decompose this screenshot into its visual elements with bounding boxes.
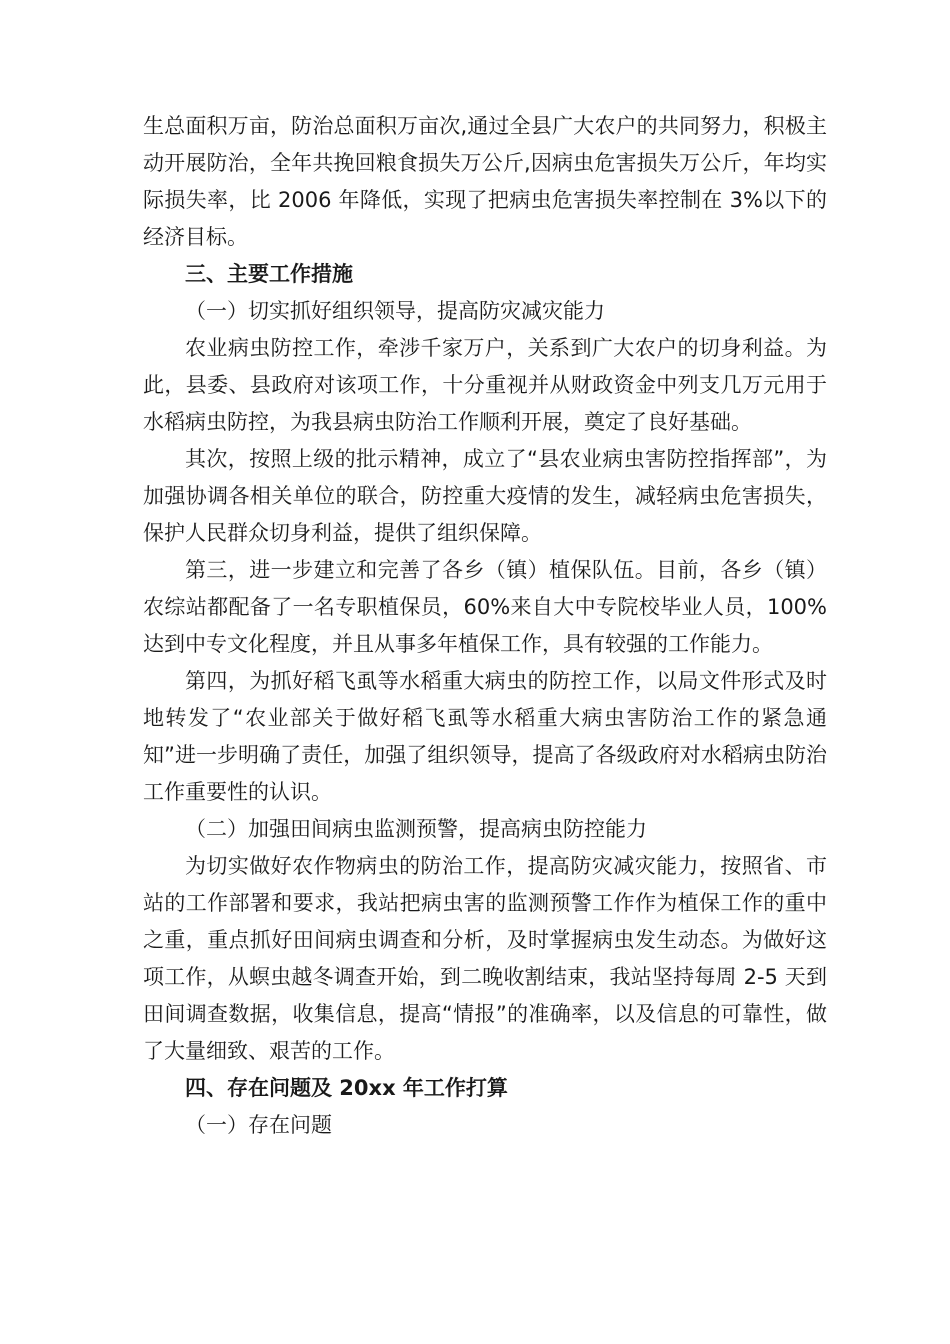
body-paragraph: 农业病虫防控工作，牵涉千家万户，关系到广大农户的切身利益。为此，县委、县政府对该项工作，十分重视并从财政资金中列支几万元用于水稻病虫防控，为我县病虫防治工作顺利开展，奠定了良好基础。 — [143, 336, 827, 434]
document-body — [143, 108, 827, 1144]
subsection-heading-monitoring: （二）加强田间病虫监测预警，提高病虫防控能力 — [185, 817, 647, 841]
subsection-heading-organization: （一）切实抓好组织领导，提高防灾减灾能力 — [185, 299, 605, 323]
subsection-heading-problems: （一）存在问题 — [185, 1113, 332, 1137]
section-heading-main-measures: 三、主要工作措施 — [185, 262, 353, 286]
body-paragraph: 为切实做好农作物病虫的防治工作，提高防灾减灾能力，按照省、市站的工作部署和要求，我站把病虫害的监测预警工作作为植保工作的重中之重，重点抓好田间病虫调查和分析，及时掌握病虫发生动态。为做好这项工作，从螟虫越冬调查开始，到二晚收割结束，我站坚持每周 2-5 天到田间调查数据，收集信息，提高“情报”的准确率，以及信息的可靠性，做了大量细致、艰苦的工作。 — [143, 854, 827, 1063]
body-paragraph: 第三，进一步建立和完善了各乡（镇）植保队伍。目前，各乡（镇）农综站都配备了一名专职植保员，60%来自大中专院校毕业人员，100%达到中专文化程度，并且从事多年植保工作，具有较强的工作能力。 — [143, 558, 827, 656]
section-heading-problems-plans: 四、存在问题及 20xx 年工作打算 — [185, 1076, 508, 1100]
body-paragraph: 其次，按照上级的批示精神，成立了“县农业病虫害防控指挥部”，为加强协调各相关单位的联合，防控重大疫情的发生，减轻病虫危害损失，保护人民群众切身利益，提供了组织保障。 — [143, 447, 827, 545]
body-paragraph: 第四，为抓好稻飞虱等水稻重大病虫的防控工作，以局文件形式及时地转发了“农业部关于做好稻飞虱等水稻重大病虫害防治工作的紧急通知”进一步明确了责任，加强了组织领导，提高了各级政府对水稻病虫防治工作重要性的认识。 — [143, 669, 827, 804]
body-paragraph-continued: 生总面积万亩，防治总面积万亩次,通过全县广大农户的共同努力，积极主动开展防治，全年共挽回粮食损失万公斤,因病虫危害损失万公斤，年均实际损失率，比 2006 年降低，实现了把病虫危害损失率控制在 3%以下的经济目标。 — [143, 114, 827, 249]
